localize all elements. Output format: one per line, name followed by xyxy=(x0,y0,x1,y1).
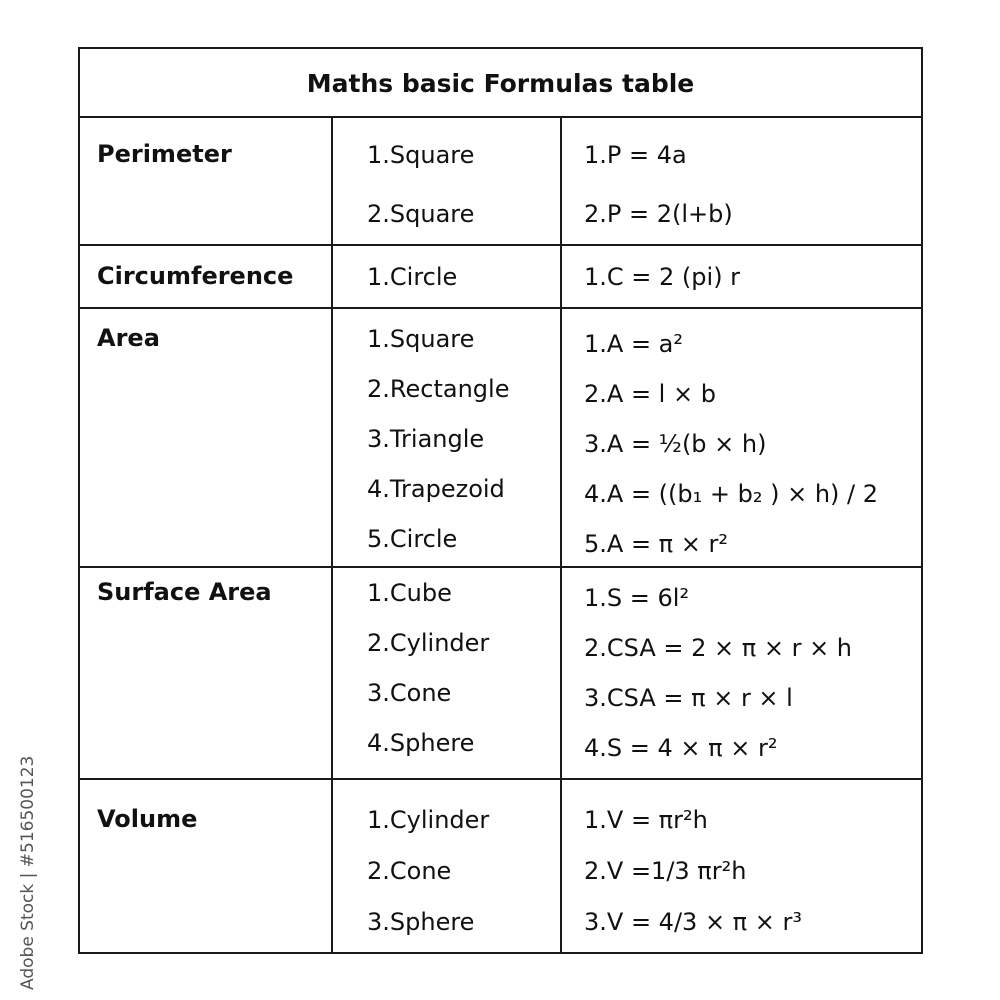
category-perimeter: Perimeter xyxy=(97,140,232,168)
shape-item: 5.Circle xyxy=(367,525,458,553)
shape-item: 2.Square xyxy=(367,200,475,228)
shape-item: 3.Cone xyxy=(367,679,452,707)
category-volume: Volume xyxy=(97,805,198,833)
formulas-table xyxy=(78,47,923,954)
formula-item: 3.V = 4/3 × π × r³ xyxy=(584,908,802,936)
table-title: Maths basic Formulas table xyxy=(306,69,695,98)
formula-item: 1.C = 2 (pi) r xyxy=(584,263,741,291)
formula-item: 5.A = π × r² xyxy=(584,530,728,558)
category-circumference: Circumference xyxy=(97,262,294,290)
formula-item: 4.S = 4 × π × r² xyxy=(584,734,778,762)
shape-item: 3.Triangle xyxy=(367,425,485,453)
formula-item: 2.CSA = 2 × π × r × h xyxy=(584,634,853,662)
formulas-surface-area xyxy=(584,583,852,783)
stock-watermark: Adobe Stock | #516500123 xyxy=(18,755,38,990)
divider xyxy=(80,244,921,246)
category-surface-area: Surface Area xyxy=(97,578,272,606)
formulas-area xyxy=(584,329,878,579)
formula-item: 2.A = l × b xyxy=(584,380,716,408)
shape-item: 3.Sphere xyxy=(367,908,475,936)
formula-item: 2.P = 2(l+b) xyxy=(584,200,733,228)
shape-item: 1.Square xyxy=(367,325,475,353)
shape-item: 2.Cylinder xyxy=(367,629,490,657)
shape-item: 4.Trapezoid xyxy=(367,475,505,503)
divider xyxy=(80,116,921,118)
shape-item: 4.Sphere xyxy=(367,729,475,757)
shape-item: 1.Square xyxy=(367,141,475,169)
shape-item: 1.Circle xyxy=(367,263,458,291)
formula-item: 1.A = a² xyxy=(584,330,684,358)
shapes-perimeter xyxy=(367,140,474,249)
divider xyxy=(331,118,333,952)
shapes-surface-area xyxy=(367,578,489,778)
formula-item: 3.A = ½(b × h) xyxy=(584,430,767,458)
formulas-circumference xyxy=(584,262,740,312)
shapes-circumference xyxy=(367,262,457,312)
formulas-volume xyxy=(584,805,802,957)
formula-item: 1.V = πr²h xyxy=(584,806,708,834)
shape-item: 2.Rectangle xyxy=(367,375,510,403)
category-area: Area xyxy=(97,324,160,352)
divider xyxy=(80,307,921,309)
divider xyxy=(560,118,562,952)
formula-item: 1.P = 4a xyxy=(584,141,687,169)
shapes-area xyxy=(367,324,509,574)
shape-item: 2.Cone xyxy=(367,857,452,885)
shapes-volume xyxy=(367,805,489,957)
formulas-perimeter xyxy=(584,140,733,249)
formula-item: 3.CSA = π × r × l xyxy=(584,684,793,712)
formula-item: 1.S = 6l² xyxy=(584,584,690,612)
shape-item: 1.Cylinder xyxy=(367,806,490,834)
formula-item: 4.A = ((b₁ + b₂ ) × h) / 2 xyxy=(584,480,879,508)
formula-item: 2.V =1/3 πr²h xyxy=(584,857,747,885)
shape-item: 1.Cube xyxy=(367,579,452,607)
